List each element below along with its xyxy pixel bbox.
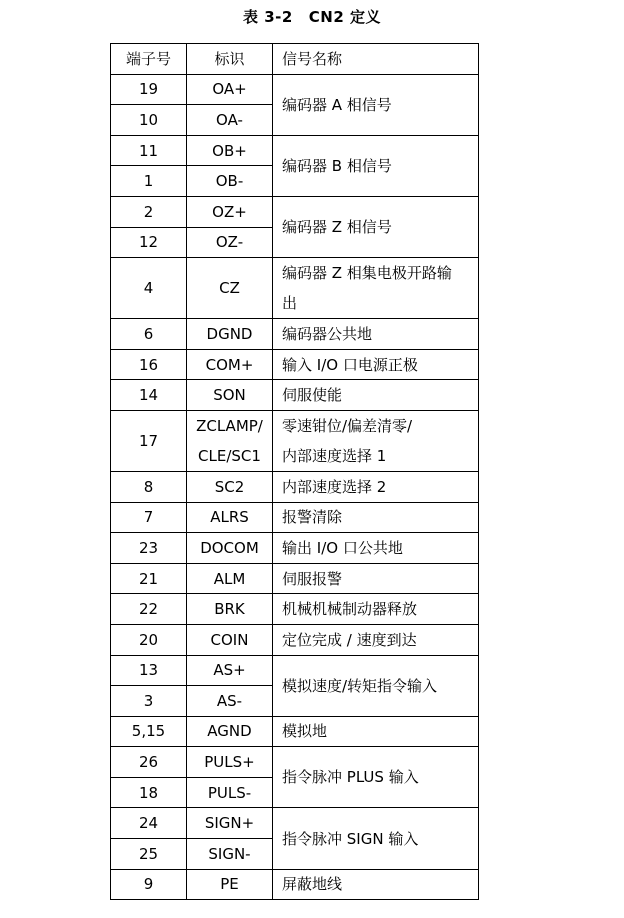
signal-id: SC2 <box>187 471 273 502</box>
signal-name: 报警清除 <box>273 502 479 533</box>
terminal-no: 26 <box>111 747 187 778</box>
signal-name: 伺服报警 <box>273 563 479 594</box>
table-row <box>111 655 479 686</box>
table-title: CN2 定义 <box>308 8 382 26</box>
table-row <box>111 349 479 380</box>
terminal-no: 6 <box>111 319 187 350</box>
signal-id: ALM <box>187 563 273 594</box>
signal-id: OA- <box>187 105 273 136</box>
table-row <box>111 808 479 839</box>
table-row <box>111 74 479 105</box>
terminal-no: 22 <box>111 594 187 625</box>
terminal-no: 20 <box>111 624 187 655</box>
signal-name: 模拟地 <box>273 716 479 747</box>
signal-name: 内部速度选择 2 <box>273 471 479 502</box>
signal-id: OB- <box>187 166 273 197</box>
signal-id: DOCOM <box>187 533 273 564</box>
terminal-no: 14 <box>111 380 187 411</box>
signal-name-line: 出 <box>282 294 298 313</box>
terminal-no: 8 <box>111 471 187 502</box>
signal-id: COM+ <box>187 349 273 380</box>
signal-name: 机械机械制动器释放 <box>273 594 479 625</box>
terminal-no: 1 <box>111 166 187 197</box>
signal-name-line: 编码器 Z 相集电极开路输 <box>282 264 452 283</box>
terminal-no: 4 <box>111 258 187 319</box>
header-signal-name: 信号名称 <box>273 44 479 75</box>
signal-id <box>187 410 273 471</box>
signal-id: BRK <box>187 594 273 625</box>
signal-name: 输出 I/O 口公共地 <box>273 533 479 564</box>
signal-id: CZ <box>187 258 273 319</box>
table-row <box>111 196 479 227</box>
table-row <box>111 380 479 411</box>
table-row <box>111 135 479 166</box>
terminal-no: 3 <box>111 686 187 717</box>
signal-id: COIN <box>187 624 273 655</box>
signal-id: SIGN- <box>187 839 273 870</box>
signal-id: OA+ <box>187 74 273 105</box>
table-row <box>111 319 479 350</box>
terminal-no: 10 <box>111 105 187 136</box>
signal-name: 输入 I/O 口电源正极 <box>273 349 479 380</box>
header-terminal-no: 端子号 <box>111 44 187 75</box>
table-row <box>111 563 479 594</box>
signal-id: ALRS <box>187 502 273 533</box>
signal-id: SIGN+ <box>187 808 273 839</box>
terminal-no: 23 <box>111 533 187 564</box>
terminal-no: 12 <box>111 227 187 258</box>
signal-id: PULS- <box>187 777 273 808</box>
terminal-no: 19 <box>111 74 187 105</box>
terminal-no: 24 <box>111 808 187 839</box>
signal-id: AS- <box>187 686 273 717</box>
cn2-definition-table <box>110 43 479 900</box>
signal-name-line: 零速钳位/偏差清零/ <box>282 416 413 435</box>
table-row <box>111 471 479 502</box>
signal-id: OZ- <box>187 227 273 258</box>
signal-id: PE <box>187 869 273 900</box>
table-number: 表 3-2 <box>242 8 293 26</box>
signal-id-line: ZCLAMP/ <box>196 416 263 435</box>
signal-name: 伺服使能 <box>273 380 479 411</box>
terminal-no: 25 <box>111 839 187 870</box>
header-identifier: 标识 <box>187 44 273 75</box>
terminal-no: 11 <box>111 135 187 166</box>
table-header-row <box>111 44 479 75</box>
signal-id-line: CLE/SC1 <box>198 446 261 465</box>
table-row <box>111 716 479 747</box>
terminal-no: 2 <box>111 196 187 227</box>
signal-id: SON <box>187 380 273 411</box>
signal-name: 指令脉冲 PLUS 输入 <box>273 747 479 808</box>
table-row <box>111 747 479 778</box>
table-row <box>111 533 479 564</box>
signal-name: 编码器 Z 相信号 <box>273 196 479 257</box>
terminal-no: 17 <box>111 410 187 471</box>
signal-id: AGND <box>187 716 273 747</box>
signal-id: OB+ <box>187 135 273 166</box>
signal-name: 编码器公共地 <box>273 319 479 350</box>
table-row <box>111 410 479 471</box>
signal-name: 编码器 B 相信号 <box>273 135 479 196</box>
signal-id: AS+ <box>187 655 273 686</box>
table-row <box>111 624 479 655</box>
signal-name <box>273 410 479 471</box>
signal-id: OZ+ <box>187 196 273 227</box>
signal-id: PULS+ <box>187 747 273 778</box>
signal-name: 指令脉冲 SIGN 输入 <box>273 808 479 869</box>
table-row <box>111 594 479 625</box>
signal-name: 屏蔽地线 <box>273 869 479 900</box>
terminal-no: 9 <box>111 869 187 900</box>
signal-name: 编码器 A 相信号 <box>273 74 479 135</box>
table-caption <box>0 6 624 27</box>
terminal-no: 5,15 <box>111 716 187 747</box>
table-row <box>111 258 479 319</box>
table-row <box>111 502 479 533</box>
terminal-no: 21 <box>111 563 187 594</box>
terminal-no: 13 <box>111 655 187 686</box>
terminal-no: 7 <box>111 502 187 533</box>
terminal-no: 18 <box>111 777 187 808</box>
signal-name-line: 内部速度选择 1 <box>282 446 387 465</box>
signal-name: 定位完成 / 速度到达 <box>273 624 479 655</box>
signal-name <box>273 258 479 319</box>
table-row <box>111 869 479 900</box>
terminal-no: 16 <box>111 349 187 380</box>
signal-name: 模拟速度/转矩指令输入 <box>273 655 479 716</box>
signal-id: DGND <box>187 319 273 350</box>
